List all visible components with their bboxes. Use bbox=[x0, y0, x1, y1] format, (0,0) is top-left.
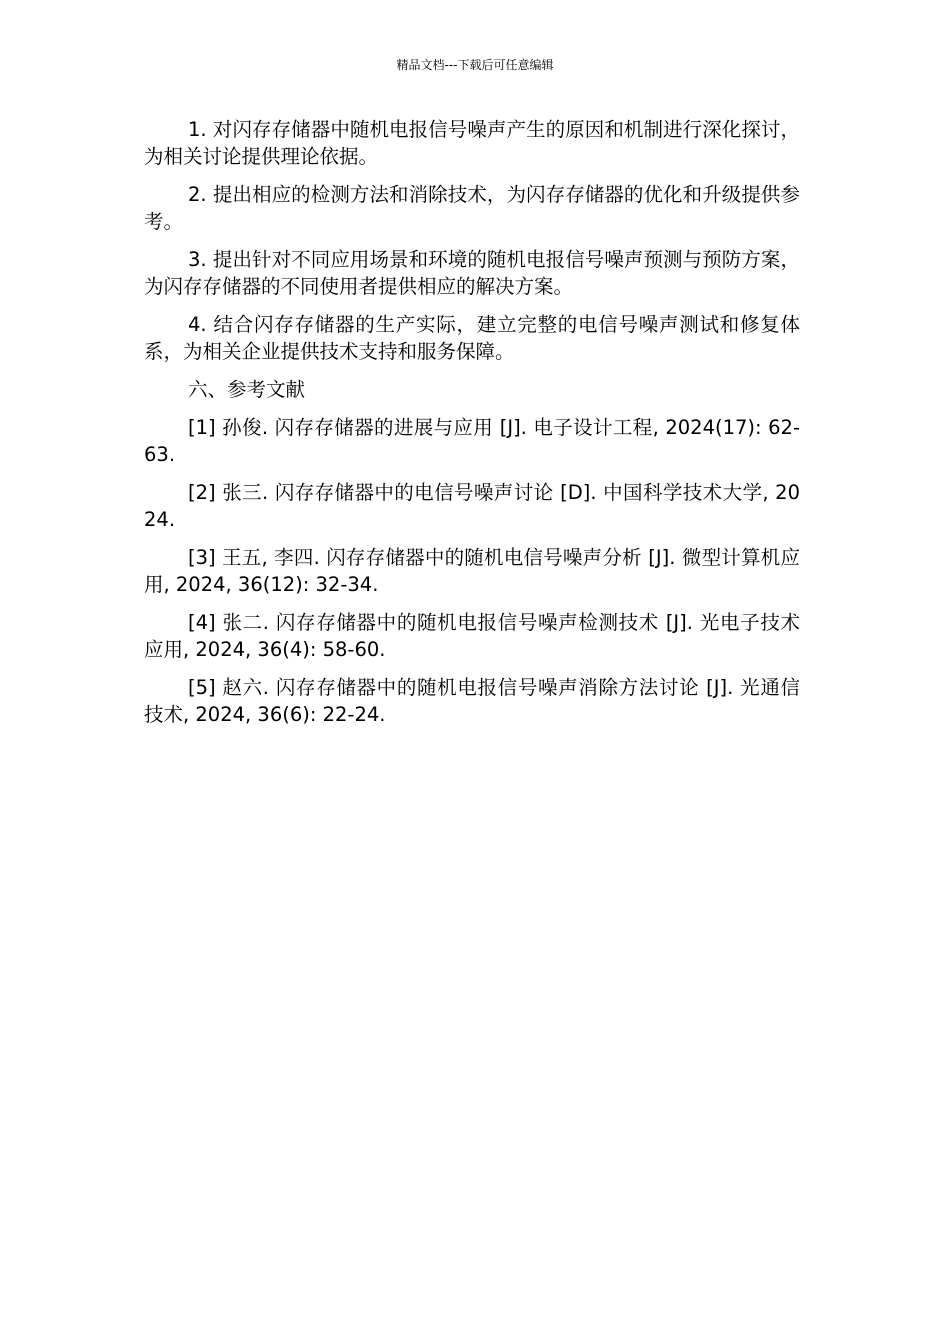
reference-item-3: [3] 王五, 李四. 闪存存储器中的随机电信号噪声分析 [J]. 微型计算机应用, 2024, 36(12): 32-34. bbox=[144, 546, 800, 596]
page-header: 精品文档---下载后可任意编辑 bbox=[396, 58, 554, 72]
reference-item-2: [2] 张三. 闪存存储器中的电信号噪声讨论 [D]. 中国科学技术大学, 2024. bbox=[144, 481, 800, 531]
objective-item-2: 2. 提出相应的检测方法和消除技术，为闪存存储器的优化和升级提供参考。 bbox=[144, 183, 800, 233]
references-heading: 六、参考文献 bbox=[188, 378, 306, 401]
objective-item-3: 3. 提出针对不同应用场景和环境的随机电报信号噪声预测与预防方案，为闪存存储器的不同使用者提供相应的解决方案。 bbox=[144, 248, 800, 298]
document-body bbox=[144, 116, 800, 739]
objective-item-4: 4. 结合闪存存储器的生产实际，建立完整的电信号噪声测试和修复体系，为相关企业提供技术支持和服务保障。 bbox=[144, 313, 800, 363]
reference-item-5: [5] 赵六. 闪存存储器中的随机电报信号噪声消除方法讨论 [J]. 光通信技术, 2024, 36(6): 22-24. bbox=[144, 676, 800, 726]
reference-item-1: [1] 孙俊. 闪存存储器的进展与应用 [J]. 电子设计工程, 2024(17): 62-63. bbox=[144, 416, 800, 466]
reference-item-4: [4] 张二. 闪存存储器中的随机电报信号噪声检测技术 [J]. 光电子技术应用, 2024, 36(4): 58-60. bbox=[144, 611, 800, 661]
objective-item-1: 1. 对闪存存储器中随机电报信号噪声产生的原因和机制进行深化探讨，为相关讨论提供理论依据。 bbox=[144, 118, 800, 168]
